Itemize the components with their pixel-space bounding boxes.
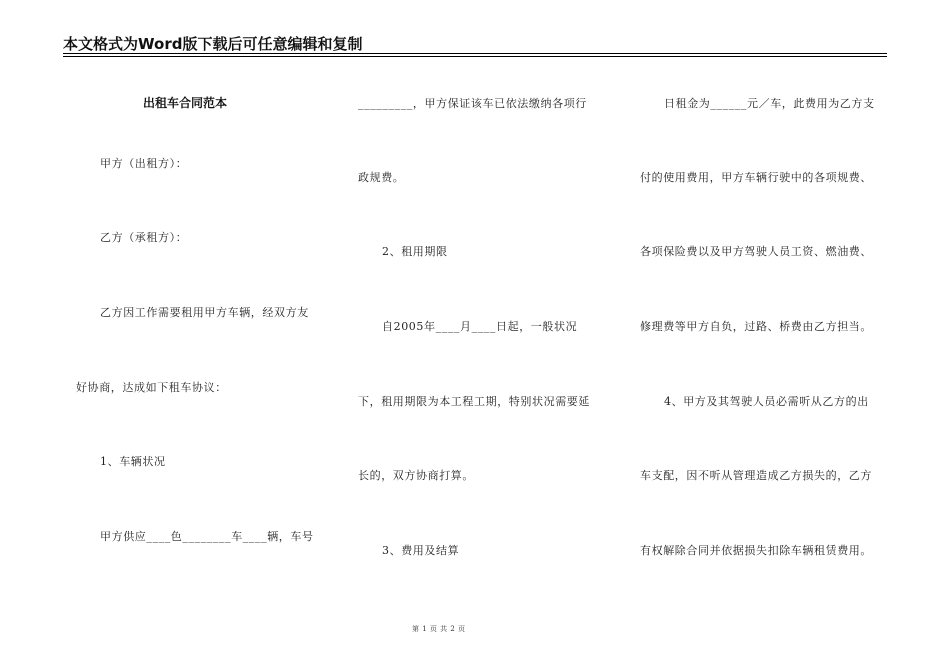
text-line: 4、甲方及其驾驶人员必需听从乙方的出 [664,395,869,408]
text-line: 好协商，达成如下租车协议： [76,381,227,394]
text-line: 修理费等甲方自负，过路、桥费由乙方担当。 [640,320,872,333]
text-line: 2、租用期限 [382,245,448,258]
text-line: 自2005年____月____日起，一般状况 [382,320,578,333]
text-line: 车支配，因不听从管理造成乙方损失的，乙方 [640,469,872,482]
text-line: 日租金为______元／车，此费用为乙方支 [664,97,875,110]
text-line: 乙方（承租方）： [100,231,188,244]
text-line: 3、费用及结算 [382,544,460,557]
text-line: 甲方（出租方）： [100,157,188,170]
text-line: 甲方供应____色________车____辆，车号 [100,530,314,543]
text-line: 乙方因工作需要租用甲方车辆，经双方友 [100,306,309,319]
text-line: 付的使用费用，甲方车辆行驶中的各项规费、 [640,171,872,184]
text-line: 长的，双方协商打算。 [358,469,474,482]
text-line: 下，租用期限为本工程工期，特别状况需要延 [358,395,590,408]
text-line: 有权解除合同并依据损失扣除车辆租赁费用。 [640,544,872,557]
document-banner: 本文格式为Word版下载后可任意编辑和复制 [63,35,363,53]
header-rule-bottom [63,56,887,57]
text-line: 政规费。 [358,171,405,184]
text-line: 1、车辆状况 [100,455,166,468]
text-line: 各项保险费以及甲方驾驶人员工资、燃油费、 [640,245,872,258]
document-title: 出租车合同范本 [143,96,228,110]
header-rule-top [63,53,887,54]
page-number: 第 1 页 共 2 页 [412,625,466,633]
text-line: _________，甲方保证该车已依法缴纳各项行 [358,97,587,110]
